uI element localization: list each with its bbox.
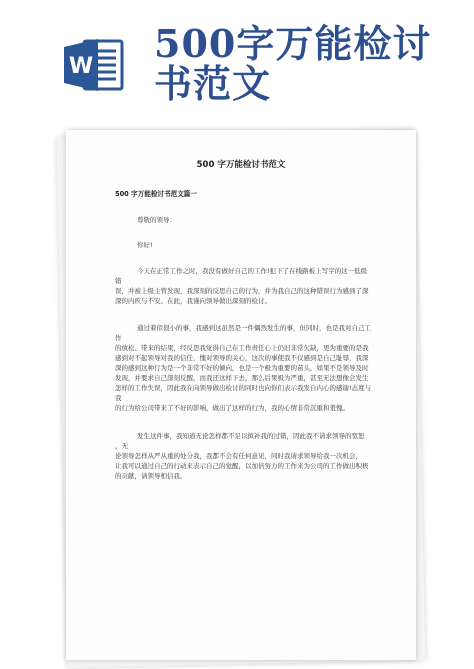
paragraph-line: 的贡献，请领导相信我。: [115, 472, 187, 480]
document-title: 500 字万能检讨书范文: [196, 160, 286, 170]
salutation: 尊敬的领导：: [137, 216, 176, 224]
paragraph-3: [115, 431, 373, 481]
paragraph-line: 通过着似很小的事，我感到这虽然是一件偶然发生的事，但同时，也是我对自己工作: [115, 324, 371, 342]
paragraph-line: 的放松、带来的结果，经反思我觉得自己在工作责任心上仍旧非常欠缺，更为重要的是我: [115, 344, 369, 352]
paragraph-line: 今天在正常工作之时，我没有做好自己的工作!犯下了在线路板上写字的这一低级错: [115, 267, 368, 285]
paragraph-line: 论领导怎样从严从重的处分我，我都不会有任何意见，同时我请求领导给我一次机会，: [115, 452, 362, 460]
paragraph-1: [115, 266, 373, 306]
watermark: [66, 201, 107, 253]
paragraph-line: 感到对不起领导对我的信任，愧对领导的关心，这次的事使我不仅感到是自己耻辱，我深: [115, 354, 369, 362]
document-page: [66, 130, 416, 660]
word-logo-letter: W: [68, 54, 94, 79]
paragraph-line: 误，并被上级主管发现，我深刻的反思自己的行为，并为我自己的这种错误行为感到了深: [115, 287, 369, 295]
banner-title-line1: 500字万能检讨: [154, 21, 432, 66]
paragraph-line: 深的内疚与不安。在此，我谨向领导做出深刻的检讨。: [115, 297, 271, 305]
paragraph-line: 发生这件事，我知道无论怎样都不足以拟补我的过错，因此我不请求领导的宽恕 ，无: [115, 432, 365, 450]
paragraph-line: 让我可以通过自己的行动来表示自己的觉醒，以加倍努力的工作来为公司的工作做出积极: [115, 462, 369, 470]
paragraph-line: 发现，并要求自己深刻反醒，而我还这样下去，那么后果极为严重，甚至无法想像会发生: [115, 374, 369, 382]
section-heading: 500 字万能检讨书范文篇一: [115, 190, 197, 198]
paragraph-line: 深的感到这种行为是一个非常不好的倾向，也是一个极为重要的苗头，如果不是领导及时: [115, 364, 369, 372]
paragraph-line: 的行为给公司带来了不好的影响，做出了这样的行为，我的心情非常沉重和羞愧。: [115, 404, 349, 412]
paragraph-line: 怎样的工作失误，因此我在向领导做出检讨的同时也向你们表示我发自内心的感谢!态度与我: [115, 384, 372, 402]
banner-title-line2: 书范文: [154, 61, 272, 106]
header-banner: [0, 0, 474, 125]
word-logo-icon: [62, 37, 124, 93]
paragraph-2: [115, 323, 373, 413]
greeting: 你好!: [137, 241, 153, 249]
banner-title: [154, 21, 432, 106]
